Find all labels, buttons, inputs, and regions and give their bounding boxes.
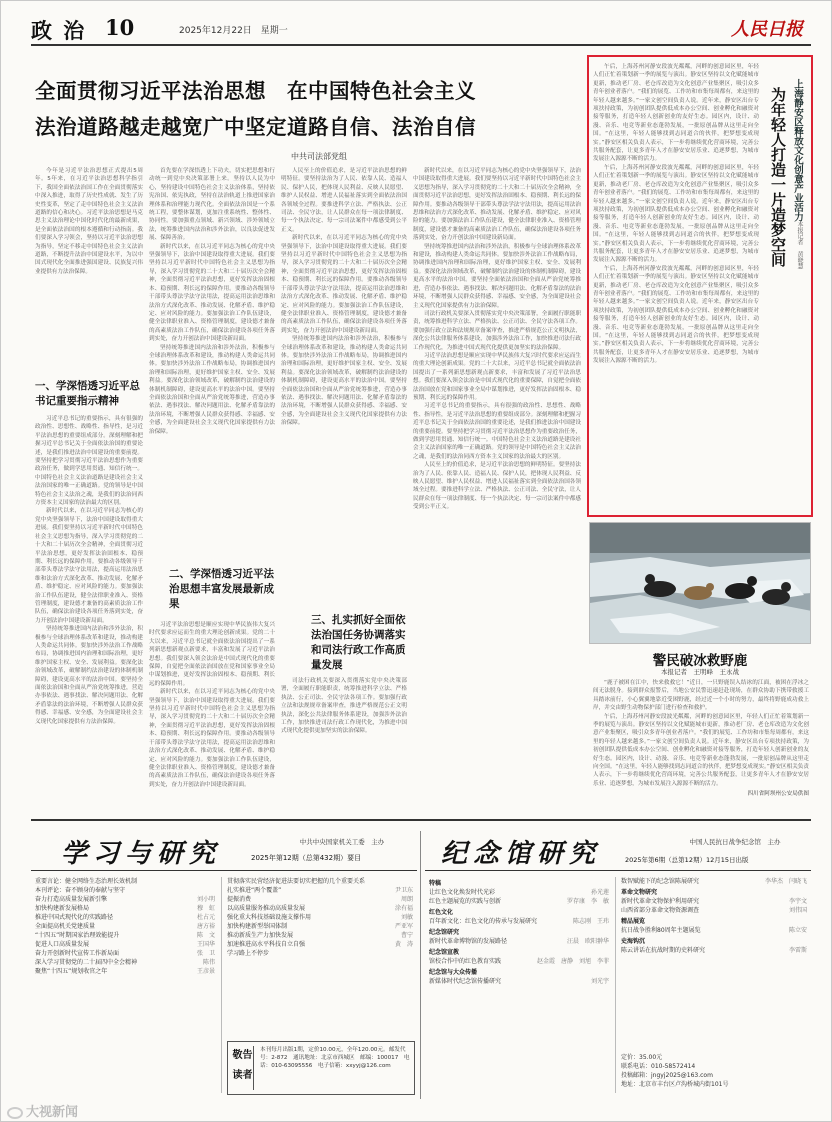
masthead bbox=[31, 15, 811, 43]
memorial-ad-header bbox=[425, 831, 811, 871]
newspaper-brand-logo: 人民日报 bbox=[731, 19, 803, 40]
column-text: 习近平总书记的重要指示，具有很强的政治性、思想性、战略性、指导性，是习近平法治思想的重要组成部分。深刻理解和把握习近平总书记关于全面依法治国的重要论述，是我们推进法治中国建设的重要前提。要坚持把学习贯彻习近平法治思想作为重要政治任务，做到学思用贯通、知信行统一。中国特色社会主义法治道路是建设社会主义法治国家的唯一正确道路。党的领导是中国特色社会主义法治之魂，是我们的法治同西方资本主义国家的法治最大的区别。 bbox=[413, 403, 581, 460]
memorial-contact bbox=[621, 1053, 807, 1097]
toc-title: 史海钩沉 bbox=[621, 938, 646, 945]
ad-divider bbox=[420, 831, 421, 1099]
toc-author: 汪晨 欧阳翀华 bbox=[566, 938, 609, 945]
article-column-1 bbox=[35, 167, 143, 373]
feature-paragraph: 午后，上海苏州河静安段波光粼粼，河畔的创意园区里，年轻人们正忙着策划新一季的展览与演出。静安区坚持以文化赋能城市更新，推动老厂房、老仓库改造为文化创意产业集聚区，吸引众多青年创业者落户。“我们的展览、工作坊和市集每周都有，来这里的年轻人越来越多。”一家文创空间负责人说。近年来，静安区出台专项扶持政策，为初创团队提供低成本办公空间、创业孵化和融资对接等服务，打造年轻人创新创业的友好生态。园区内，设计、动漫、音乐、电竞等新业态蓬勃发展，一批原创品牌从这里走向全国。“在这里，年轻人能够找到志同道合的伙伴，把梦想变成现实。”静安区相关负责人表示，下一步将继续优化营商环境，完善公共服务配套，让更多青年人才在静安安居乐业、追逐梦想，为城市发展注入源源不断的活力。 bbox=[593, 265, 759, 365]
toc-entry bbox=[35, 895, 215, 904]
memorial-toc-left bbox=[429, 877, 609, 1097]
toc-title: 推动新质生产力加快发展 bbox=[227, 932, 294, 939]
column-text: 坚持统筹推进国内法治和涉外法治，积极参与全球治理体系改革和建设，推动构建人类命运共同体。要加快涉外法治工作战略布局，协调推进国内治理和国际治理，更好维护国家主权、安全、发展利益。要深化法治领域改革，破解制约法治建设的体制机制障碍，建设更高水平的法治中国。要坚持全面依法治国和全面从严治党统筹推进，营造办事依法、遇事找法、解决问题用法、化解矛盾靠法的法治环境，不断增强人民群众获得感、幸福感、安全感，为全面建设社会主义现代化国家提供有力法治保障。 bbox=[149, 344, 275, 435]
headline-line-1: 全面贯彻习近平法治思想 在中国特色社会主义 bbox=[35, 79, 476, 103]
toc-author: 刘伟国 bbox=[788, 907, 807, 914]
reader-notice-tag: 敬告读者 bbox=[232, 1046, 254, 1090]
toc-title: 强化重大科技基础设施支撑作用 bbox=[227, 914, 312, 921]
toc-title: 特稿 bbox=[429, 880, 442, 887]
column-text: 习近平总书记的重要指示，具有很强的政治性、思想性、战略性、指导性，是习近平法治思想的重要组成部分。深刻理解和把握习近平总书记关于全面依法治国的重要论述，是我们推进法治中国建设的重要前提。要坚持把学习贯彻习近平法治思想作为重要政治任务，做到学思用贯通、知信行统一。中国特色社会主义法治道路是建设社会主义法治国家的唯一正确道路。党的领导是中国特色社会主义法治之魂，是我们的法治同西方资本主义国家的法治最大的区别。 bbox=[35, 416, 143, 507]
column-text: 新时代以来，在以习近平同志为核心的党中央坚强领导下，法治中国建设取得重大进展。我们要坚持以习近平新时代中国特色社会主义思想为指导，深入学习贯彻党的二十大和二十届历次全会精神，全面贯彻习近平法治思想，更好发挥法治固根本、稳预期、利长远的保障作用。要推动各级领导干部带头尊法学法守法用法，提高运用法治思维和法治方式深化改革、推动发展、化解矛盾、维护稳定、应对风险的能力。要加强法治工作队伍建设，健全法律职业准入、资格管理制度，建设德才兼备的高素质法治工作队伍，确保法治建设各项任务落到实处，奋力开创法治中国建设新局面。 bbox=[281, 235, 407, 334]
memorial-sponsor: 中国人民抗日战争纪念馆 主办 bbox=[689, 838, 781, 846]
watermark bbox=[7, 1101, 78, 1120]
column-text: 司法行政机关要深入贯彻落实党中央决策部署，全面履行职能职责，统筹推进科学立法、严格执法、公正司法、全民守法各项工作。要加强行政立法和法规规章备案审查，推进严格规范公正文明执法，深化公共法律服务体系建设，加强涉外法治工作，加快推进司法行政工作现代化，为推进中国式现代化提供更加坚实的法治保障。 bbox=[413, 310, 581, 351]
feature-kicker: 上海静安区释放文化创意产业活力 bbox=[792, 79, 803, 222]
toc-author: 唐方裕 bbox=[196, 923, 215, 930]
photo-story-paragraph: “鹿子被困在江中，快来救救它！”近日，一只野鹿误入结冰的江面，被困在浮冰之间无法脱身。接到群众报警后，当地公安民警迅速赶赴现场，在群众协助下携带救援工具踏冰前行，小心翼翼地靠近受困野鹿，经过近一个小时的努力，最终将野鹿成功救上岸，并交由野生动物保护部门进行检查和救护。 bbox=[593, 680, 809, 712]
toc-entry bbox=[621, 877, 807, 886]
toc-author: 张 卫 bbox=[196, 950, 215, 957]
memorial-toc-right bbox=[621, 877, 807, 1047]
column-text: 坚持统筹推进国内法治和涉外法治，积极参与全球治理体系改革和建设，推动构建人类命运共同体。要加快涉外法治工作战略布局，协调推进国内治理和国际治理，更好维护国家主权、安全、发展利益。要深化法治领域改革，破解制约法治建设的体制机制障碍，建设更高水平的法治中国。要坚持全面依法治国和全面从严治党统筹推进，营造办事依法、遇事找法、解决问题用法、化解矛盾靠法的法治环境，不断增强人民群众获得感、幸福感、安全感，为全面建设社会主义现代化国家提供有力法治保障。 bbox=[413, 243, 581, 309]
toc-author: 李宇文 bbox=[788, 898, 807, 905]
toc-title: 提振消费 bbox=[227, 896, 252, 903]
toc-author: 王国华 bbox=[196, 941, 215, 948]
ice-rescue-photo bbox=[590, 523, 811, 644]
toc-entry bbox=[429, 968, 609, 977]
toc-entry bbox=[429, 897, 609, 906]
column-text: 坚持统筹推进国内法治和涉外法治，积极参与全球治理体系改革和建设，推动构建人类命运共同体。要加快涉外法治工作战略布局，协调推进国内治理和国际治理，更好维护国家主权、安全、发展利益。要深化法治领域改革，破解制约法治建设的体制机制障碍，建设更高水平的法治中国。要坚持全面依法治国和全面从严治党统筹推进，营造办事依法、遇事找法、解决问题用法、化解矛盾靠法的法治环境，不断增强人民群众获得感、幸福感、安全感，为全面建设社会主义现代化国家提供有力法治保障。 bbox=[281, 336, 407, 427]
toc-entry bbox=[227, 913, 413, 922]
toc-author: 王彦景 bbox=[196, 968, 215, 975]
toc-author: 孙光莲 bbox=[590, 889, 609, 896]
toc-entry bbox=[621, 946, 807, 955]
toc-title: 扎实推进“两个覆盖” bbox=[227, 887, 282, 894]
article-column-2b bbox=[149, 621, 275, 813]
toc-author: 涂有福 bbox=[394, 905, 413, 912]
toc-title: 纪念馆与大众传播 bbox=[429, 969, 478, 976]
study-toc-left bbox=[35, 877, 215, 1097]
toc-author: 罗存康 李 敏 bbox=[566, 898, 609, 905]
toc-entry bbox=[429, 948, 609, 957]
study-sponsor: 中共中央国家机关工委 主办 bbox=[299, 838, 385, 846]
toc-entry bbox=[35, 922, 215, 931]
article-column-3 bbox=[281, 167, 407, 599]
study-toc-right bbox=[227, 877, 413, 1037]
toc-title: “十四五”时期国家治理效能提升 bbox=[35, 932, 120, 939]
feature-story-body bbox=[593, 63, 759, 515]
toc-title: 纪念馆宣教 bbox=[429, 949, 460, 956]
feature-title: 为年轻人打造一片造梦空间 bbox=[769, 87, 787, 267]
toc-author: 刘小明 bbox=[196, 896, 215, 903]
toc-title: 陈云讲话在抗战时期的史料研究 bbox=[621, 947, 706, 954]
toc-entry bbox=[429, 908, 609, 917]
toc-author: 穆 虹 bbox=[196, 905, 215, 912]
article-byline: 中共司法部党组 bbox=[291, 152, 347, 161]
toc-author: 杜占元 bbox=[196, 914, 215, 921]
photo-story-text bbox=[593, 679, 809, 811]
photo-credit: 四川省阿坝州公安局供图 bbox=[747, 791, 809, 798]
memorial-address: 地址：北京市丰台区卢沟桥城内街101号 bbox=[621, 1081, 729, 1088]
toc-entry bbox=[429, 977, 609, 986]
toc-title: 本刊评论：奋不顾身的奉献与坚守 bbox=[35, 887, 126, 894]
toc-title: 全面提高机关党建质量 bbox=[35, 923, 96, 930]
page-number: 10 bbox=[105, 15, 135, 40]
toc-author: 尹卫东 bbox=[394, 887, 413, 894]
toc-title: 红色主题展览的实践与创新 bbox=[429, 898, 502, 905]
toc-entry bbox=[227, 895, 413, 904]
toc-entry bbox=[227, 922, 413, 931]
toc-entry bbox=[227, 886, 413, 895]
section-heading-1: 一、学深悟透习近平总书记重要指示精神 bbox=[35, 380, 140, 407]
toc-entry bbox=[429, 957, 609, 966]
memorial-phone: 联系电话：010-58572414 bbox=[621, 1063, 696, 1070]
article-column-4 bbox=[413, 167, 581, 813]
toc-entry bbox=[227, 931, 413, 940]
toc-title: 聚焦“十四五”规划收官之年 bbox=[35, 968, 108, 975]
toc-entry bbox=[35, 967, 215, 976]
reader-notice-info: 本刊每月出版1期，定价10.00元，全年120.00元。邮发代号：2-872 通讯地址：北京市西城区 邮编：100017 电话：010-63095556 电子信箱：xxyyj@126.com bbox=[260, 1047, 410, 1069]
toc-entry bbox=[429, 879, 609, 888]
issue-date: 2025年12月22日 星期一 bbox=[179, 26, 288, 36]
toc-author: 严亚军 bbox=[394, 923, 413, 930]
toc-entry bbox=[35, 949, 215, 958]
section-heading-3: 三、扎实抓好全面依法治国任务协调落实和司法行政工作高质量发展 bbox=[311, 614, 406, 671]
toc-author: 刘光宇 bbox=[590, 978, 609, 985]
toc-entry bbox=[429, 928, 609, 937]
toc-title: 山西省部分革命文物资源调查 bbox=[621, 907, 700, 914]
watermark-icon bbox=[7, 1107, 23, 1119]
section-divider bbox=[31, 819, 811, 821]
toc-entry bbox=[621, 917, 807, 926]
column-text: 司法行政机关要深入贯彻落实党中央决策部署，全面履行职能职责，统筹推进科学立法、严格执法、公正司法、全民守法各项工作。要加强行政立法和法规规章备案审查，推进严格规范公正文明执法，深化公共法律服务体系建设，加强涉外法治工作，加快推进司法行政工作现代化，为推进中国式现代化提供更加坚实的法治保障。 bbox=[281, 678, 407, 735]
toc-entry bbox=[35, 913, 215, 922]
toc-entry bbox=[429, 937, 609, 946]
toc-title: 重要言论：健全网络生态治理长效机制 bbox=[35, 878, 138, 885]
column-text: 坚持统筹推进国内法治和涉外法治，积极参与全球治理体系改革和建设，推动构建人类命运共同体。要加快涉外法治工作战略布局，协调推进国内治理和国际治理，更好维护国家主权、安全、发展利益。要深化法治领域改革，破解制约法治建设的体制机制障碍，建设更高水平的法治中国。要坚持全面依法治国和全面从严治党统筹推进，营造办事依法、遇事找法、解决问题用法、化解矛盾靠法的法治环境，不断增强人民群众获得感、幸福感、安全感，为全面建设社会主义现代化国家提供有力法治保障。 bbox=[35, 626, 143, 725]
section-heading-2: 二、学深悟透习近平法治思想丰富发展最新成果 bbox=[169, 568, 274, 610]
toc-entry bbox=[621, 888, 807, 897]
toc-title: 革命文物研究 bbox=[621, 889, 658, 896]
toc-title: 精品展览 bbox=[621, 918, 646, 925]
toc-title: 让红色文化焕发时代光彩 bbox=[429, 889, 496, 896]
toc-entry bbox=[621, 937, 807, 946]
toc-title: 促进人口高质量发展 bbox=[35, 941, 90, 948]
column-text: 新时代以来，在以习近平同志为核心的党中央坚强领导下，法治中国建设取得重大进展。我们要坚持以习近平新时代中国特色社会主义思想为指导，深入学习贯彻党的二十大和二十届历次全会精神，全面贯彻习近平法治思想，更好发挥法治固根本、稳预期、利长远的保障作用。要推动各级领导干部带头尊法学法守法用法，提高运用法治思维和法治方式深化改革、推动发展、化解矛盾、维护稳定、应对风险的能力。要加强法治工作队伍建设，健全法律职业准入、资格管理制度，建设德才兼备的高素质法治工作队伍，确保法治建设各项任务落到实处，奋力开创法治中国建设新局面。 bbox=[149, 243, 275, 343]
study-magazine-ad bbox=[31, 831, 417, 1099]
toc-title: 贯彻落实民营经济促进法要切实把握的几个重要关系 bbox=[227, 878, 366, 885]
toc-author: 周朗 bbox=[400, 896, 413, 903]
feature-byline: 本报记者 黄晓慧 bbox=[796, 221, 803, 269]
toc-title: 推进中国式现代化的实践路径 bbox=[35, 914, 114, 921]
toc-author: 陈立安 bbox=[788, 927, 807, 934]
toc-entry bbox=[429, 917, 609, 926]
toc-title: 加快构建新型举国体制 bbox=[227, 923, 288, 930]
photo-title: 警民破冰救野鹿 bbox=[652, 653, 748, 669]
article-column-3b bbox=[281, 677, 407, 813]
toc-author: 李华杰 闫晓飞 bbox=[764, 878, 807, 885]
column-text: 习近平法治思想是顺应实现中华民族伟大复兴时代要求应运而生的重大理论创新成果。党的二十大以来，习近平总书记就全面依法治国提出了一系列新思想新观点新要求，丰富和发展了习近平法治思想。我们要深入领会法治是中国式现代化的重要保障，自觉把全面依法治国放在党和国家事业全局中谋划推进，更好发挥法治固根本、稳预期、利长远的保障作用。 bbox=[149, 622, 275, 687]
toc-author: 赵金霞 唐静 刘旭 李菲 bbox=[536, 958, 609, 965]
toc-author: 陈志刚 王玮 bbox=[572, 918, 609, 925]
headline-line-2: 法治道路越走越宽广中坚定道路自信、法治自信 bbox=[35, 115, 476, 139]
main-headline bbox=[35, 73, 575, 145]
toc-entry bbox=[227, 904, 413, 913]
memorial-issue: 2025年第6期（总第12期）12月15日出版 bbox=[625, 856, 749, 864]
feature-paragraph: 午后，上海苏州河静安段波光粼粼，河畔的创意园区里，年轻人们正忙着策划新一季的展览与演出。静安区坚持以文化赋能城市更新，推动老厂房、老仓库改造为文化创意产业集聚区，吸引众多青年创业者落户。“我们的展览、工作坊和市集每周都有，来这里的年轻人越来越多。”一家文创空间负责人说。近年来，静安区出台专项扶持政策，为初创团队提供低成本办公空间、创业孵化和融资对接等服务，打造年轻人创新创业的友好生态。园区内，设计、动漫、音乐、电竞等新业态蓬勃发展，一批原创品牌从这里走向全国。“在这里，年轻人能够找到志同道合的伙伴，把梦想变成现实。”静安区相关负责人表示，下一步将继续优化营商环境，完善公共服务配套，让更多青年人才在静安安居乐业、追逐梦想，为城市发展注入源源不断的活力。 bbox=[593, 64, 759, 163]
toc-entry bbox=[35, 904, 215, 913]
column-text: 人民至上的价值追求，是习近平法治思想的鲜明特征。要坚持法治为了人民、依靠人民、造福人民、保护人民，把体现人民利益、反映人民愿望、维护人民权益、增进人民福祉落实到全面依法治国各领域全过程。要推进科学立法、严格执法、公正司法、全民守法，让人民群众在每一项法律制度、每一个执法决定、每一宗司法案件中都感受到公平正义。 bbox=[413, 462, 581, 511]
toc-entry bbox=[227, 949, 413, 958]
toc-title: 百年新文化：红色文化的传承与发展研究 bbox=[429, 918, 538, 925]
memorial-callig-logo: 纪念馆研究 bbox=[441, 839, 602, 869]
column-text: 新时代以来，在以习近平同志为核心的党中央坚强领导下，法治中国建设取得重大进展。我们要坚持以习近平新时代中国特色社会主义思想为指导，深入学习贯彻党的二十大和二十届历次全会精神，全面贯彻习近平法治思想，更好发挥法治固根本、稳预期、利长远的保障作用。要推动各级领导干部带头尊法学法守法用法，提高运用法治思维和法治方式深化改革、推动发展、化解矛盾、维护稳定、应对风险的能力。要加强法治工作队伍建设，健全法律职业准入、资格管理制度，建设德才兼备的高素质法治工作队伍，确保法治建设各项任务落到实处，奋力开创法治中国建设新局面。 bbox=[413, 168, 581, 242]
toc-entry bbox=[621, 897, 807, 906]
column-text: 人民至上的价值追求，是习近平法治思想的鲜明特征。要坚持法治为了人民、依靠人民、造福人民、保护人民，把体现人民利益、反映人民愿望、维护人民权益、增进人民福祉落实到全面依法治国各领域全过程。要推进科学立法、严格执法、公正司法、全民守法，让人民群众在每一项法律制度、每一个执法决定、每一宗司法案件中都感受到公平正义。 bbox=[281, 168, 407, 233]
article-column-2 bbox=[149, 167, 275, 521]
toc-title: 加速推进高水平科技自立自强 bbox=[227, 941, 306, 948]
toc-author: 曹宁 bbox=[400, 932, 413, 939]
toc-entry bbox=[35, 940, 215, 949]
toc-divider bbox=[221, 877, 222, 1093]
study-ad-header bbox=[31, 831, 417, 871]
toc-title: 新时代革命文物保护利用研究 bbox=[621, 898, 700, 905]
memorial-email: 投稿邮箱：jngyj2025@163.com bbox=[621, 1072, 713, 1079]
feature-paragraph: 午后，上海苏州河静安段波光粼粼，河畔的创意园区里，年轻人们正忙着策划新一季的展览与演出。静安区坚持以文化赋能城市更新，推动老厂房、老仓库改造为文化创意产业集聚区，吸引众多青年创业者落户。“我们的展览、工作坊和市集每周都有，来这里的年轻人越来越多。”一家文创空间负责人说。近年来，静安区出台专项扶持政策，为初创团队提供低成本办公空间、创业孵化和融资对接等服务，打造年轻人创新创业的友好生态。园区内，设计、动漫、音乐、电竞等新业态蓬勃发展，一批原创品牌从这里走向全国。“在这里，年轻人能够找到志同道合的伙伴，把梦想变成现实。”静安区相关负责人表示，下一步将继续优化营商环境，完善公共服务配套，让更多青年人才在静安安居乐业、追逐梦想，为城市发展注入源源不断的活力。 bbox=[593, 164, 759, 264]
photo-reporters: 本报记者 王明峰 王永战 bbox=[661, 668, 739, 676]
toc-author: 陈伟 bbox=[202, 959, 215, 966]
toc-author: 李雷斯 bbox=[788, 947, 807, 954]
column-text: 首先要在学深悟透上下功夫，切实把思想和行动统一到党中央决策部署上来。坚持以人民为中心，坚持建设中国特色社会主义法治体系，坚持依宪治国、依宪执政，坚持在法治轨道上推进国家治理体系和治理能力现代化。全面依法治国是一个系统工程，要整体谋划，更加注重系统性、整体性、协同性。要加强重点领域、新兴领域、涉外领域立法，统筹推进国内法治和涉外法治，以良法促进发展、保障善治。 bbox=[149, 168, 275, 242]
toc-title: 加快构建新发展格局 bbox=[35, 905, 90, 912]
toc-entry bbox=[429, 888, 609, 897]
toc-entry bbox=[35, 958, 215, 967]
feature-story-box bbox=[587, 55, 813, 517]
toc-author: 黄 涛 bbox=[394, 941, 413, 948]
toc-entry bbox=[227, 940, 413, 949]
toc-divider bbox=[615, 877, 616, 1093]
toc-entry bbox=[35, 931, 215, 940]
toc-title: 奋力开创新时代宣传工作新局面 bbox=[35, 950, 120, 957]
toc-entry bbox=[35, 877, 215, 886]
toc-entry bbox=[621, 926, 807, 935]
toc-title: 馆校合作中的红色教育实践 bbox=[429, 958, 502, 965]
toc-author: 刘敏 bbox=[400, 914, 413, 921]
photo-story-paragraph: 午后，上海苏州河静安段波光粼粼，河畔的创意园区里，年轻人们正忙着策划新一季的展览与演出。静安区坚持以文化赋能城市更新，推动老厂房、老仓库改造为文化创意产业集聚区，吸引众多青年创业者落户。“我们的展览、工作坊和市集每周都有，来这里的年轻人越来越多。”一家文创空间负责人说。近年来，静安区出台专项扶持政策，为初创团队提供低成本办公空间、创业孵化和融资对接等服务，打造年轻人创新创业的友好生态。园区内，设计、动漫、音乐、电竞等新业态蓬勃发展，一批原创品牌从这里走向全国。“在这里，年轻人能够找到志同道合的伙伴，把梦想变成现实。”静安区相关负责人表示，下一步将继续优化营商环境，完善公共服务配套，让更多青年人才在静安安居乐业、追逐梦想，为城市发展注入源源不断的活力。 bbox=[593, 713, 809, 787]
toc-title: 纪念馆研究 bbox=[429, 929, 460, 936]
article-column-1b bbox=[35, 415, 143, 813]
memorial-magazine-ad bbox=[425, 831, 811, 1099]
masthead-rule bbox=[31, 44, 811, 46]
column-text: 习近平法治思想是顺应实现中华民族伟大复兴时代要求应运而生的重大理论创新成果。党的二十大以来，习近平总书记就全面依法治国提出了一系列新思想新观点新要求，丰富和发展了习近平法治思想。我们要深入领会法治是中国式现代化的重要保障，自觉把全面依法治国放在党和国家事业全局中谋划推进，更好发挥法治固根本、稳预期、利长远的保障作用。 bbox=[413, 352, 581, 401]
toc-title: 红色文化 bbox=[429, 909, 454, 916]
column-text: 今年是习近平法治思想正式提出5周年。5年来，在习近平法治思想科学指引下，我国全面依法治国工作在全面贯彻落实中深入推进，取得了历史性成就、发生了历史性变革，坚定了走中国特色社会主义法治道路的信心和决心。习近平法治思想是马克思主义法治理论中国化时代化的最新成果，是全面依法治国的根本遵循和行动指南。我们要深入学习领会，坚持以习近平法治思想为指导，坚定不移走中国特色社会主义法治道路，不断提升法治中国建设水平，为以中国式现代化全面推进强国建设、民族复兴伟业提供有力法治保障。 bbox=[35, 168, 143, 275]
toc-title: 数智赋能下的纪念馆陈展研究 bbox=[621, 878, 700, 885]
toc-entry bbox=[35, 886, 215, 895]
toc-title: 奋力打造高质量发展新引擎 bbox=[35, 896, 108, 903]
memorial-price: 定价：35.00元 bbox=[621, 1054, 663, 1061]
toc-title: 抗日战争胜利80周年主题展览 bbox=[621, 927, 701, 934]
toc-title: 新时代革命博物馆的发展路径 bbox=[429, 938, 508, 945]
column-text: 新时代以来，在以习近平同志为核心的党中央坚强领导下，法治中国建设取得重大进展。我们要坚持以习近平新时代中国特色社会主义思想为指导，深入学习贯彻党的二十大和二十届历次全会精神，全面贯彻习近平法治思想，更好发挥法治固根本、稳预期、利长远的保障作用。要推动各级领导干部带头尊法学法守法用法，提高运用法治思维和法治方式深化改革、推动发展、化解矛盾、维护稳定、应对风险的能力。要加强法治工作队伍建设，健全法律职业准入、资格管理制度，建设德才兼备的高素质法治工作队伍，确保法治建设各项任务落到实处，奋力开创法治中国建设新局面。 bbox=[149, 689, 275, 788]
section-name: 政 治 bbox=[31, 18, 87, 43]
watermark-text: 大视新闻 bbox=[26, 1105, 79, 1120]
news-photo bbox=[589, 522, 811, 644]
toc-entry bbox=[227, 877, 413, 886]
study-callig-logo: 学习与研究 bbox=[61, 839, 222, 869]
toc-title: 深入学习贯彻党的二十届四中全会精神 bbox=[35, 959, 138, 966]
column-text: 新时代以来，在以习近平同志为核心的党中央坚强领导下，法治中国建设取得重大进展。我们要坚持以习近平新时代中国特色社会主义思想为指导，深入学习贯彻党的二十大和二十届历次全会精神，全面贯彻习近平法治思想，更好发挥法治固根本、稳预期、利长远的保障作用。要推动各级领导干部带头尊法学法守法用法，提高运用法治思维和法治方式深化改革、推动发展、化解矛盾、维护稳定、应对风险的能力。要加强法治工作队伍建设，健全法律职业准入、资格管理制度，建设德才兼备的高素质法治工作队伍，确保法治建设各项任务落到实处，奋力开创法治中国建设新局面。 bbox=[35, 508, 143, 624]
toc-title: 学习路上不停步 bbox=[227, 950, 270, 957]
toc-entry bbox=[621, 906, 807, 915]
toc-title: 新媒体时代纪念馆传播研究 bbox=[429, 978, 502, 985]
toc-author: 陈 文 bbox=[196, 932, 215, 939]
study-issue: 2025年第12期（总第432期）要目 bbox=[251, 854, 362, 862]
toc-title: 以高质量服务推动高质量发展 bbox=[227, 905, 306, 912]
reader-notice bbox=[227, 1041, 415, 1095]
